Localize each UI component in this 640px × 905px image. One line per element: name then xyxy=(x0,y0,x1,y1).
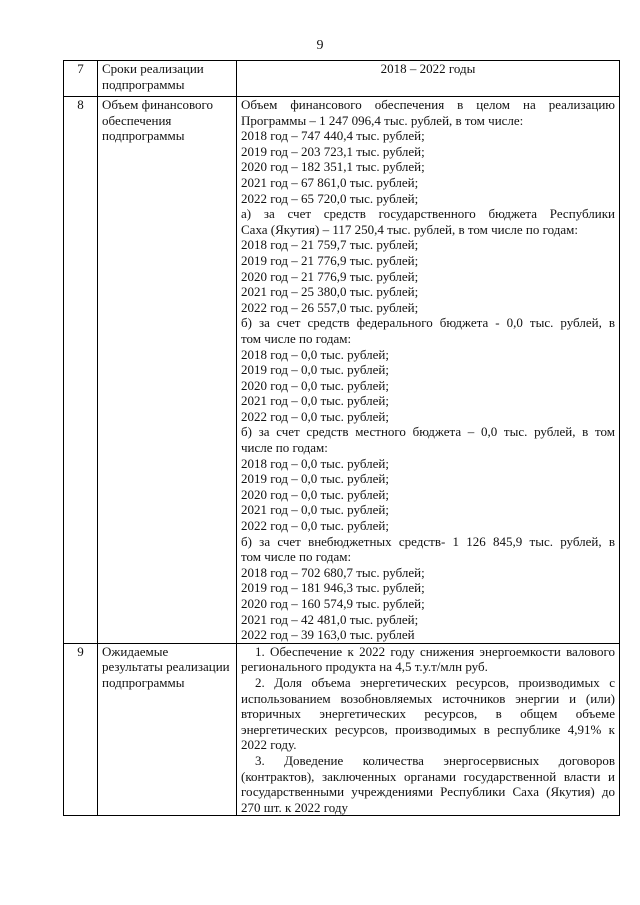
funding-line: б) за счет внебюджетных средств- 1 126 845,9 тыс. рублей, в xyxy=(241,533,615,549)
funding-line: 2020 год – 0,0 тыс. рублей; xyxy=(241,377,389,393)
page-number: 9 xyxy=(316,38,324,53)
funding-line: 2020 год – 182 351,1 тыс. рублей; xyxy=(241,159,425,175)
result-item: 2. Доля объема энергетических ресурсов, производимых с использованием возобновляемых источников энергии и (или) вторичных энергетических ресурсов, в общем объеме энергетических ресурсов, производимых в республике 4,91% к 2022 году. xyxy=(241,674,615,753)
funding-line: 2020 год – 0,0 тыс. рублей; xyxy=(241,486,389,502)
row-number: 8 xyxy=(64,97,98,644)
funding-line: 2019 год – 0,0 тыс. рублей; xyxy=(241,362,389,378)
funding-line: 2019 год – 21 776,9 тыс. рублей; xyxy=(241,252,419,268)
funding-line: 2018 год – 747 440,4 тыс. рублей; xyxy=(241,128,425,144)
funding-line: 2022 год – 0,0 тыс. рублей; xyxy=(241,518,389,534)
funding-line: 2020 год – 160 574,9 тыс. рублей; xyxy=(241,596,425,611)
result-item: 1. Обеспечение к 2022 году снижения энергоемкости валового регионального продукта на 4,5 т.у.т/млн руб. xyxy=(241,643,615,675)
row-label-terms: Сроки реализации подпрограммы xyxy=(98,61,237,97)
funding-line: 2021 год – 25 380,0 тыс. рублей; xyxy=(241,284,419,300)
row-value-terms: 2018 – 2022 годы xyxy=(237,61,620,97)
row-number: 7 xyxy=(64,61,98,97)
funding-line: 2020 год – 21 776,9 тыс. рублей; xyxy=(241,268,419,284)
funding-line: 2018 год – 0,0 тыс. рублей; xyxy=(241,346,389,362)
funding-line: том числе по годам: xyxy=(241,549,352,565)
funding-line: Объем финансового обеспечения в целом на реализацию xyxy=(241,97,615,112)
funding-line: а) за счет средств государственного бюджета Республики xyxy=(241,206,615,222)
funding-line: 2022 год – 65 720,0 тыс. рублей; xyxy=(241,190,419,206)
row-value-results xyxy=(237,643,620,816)
funding-line: 2021 год – 0,0 тыс. рублей; xyxy=(241,393,389,409)
funding-line: Саха (Якутия) – 117 250,4 тыс. рублей, в том числе по годам: xyxy=(241,221,578,237)
program-passport-table xyxy=(63,60,620,816)
funding-line: 2018 год – 702 680,7 тыс. рублей; xyxy=(241,564,425,580)
funding-line: 2019 год – 203 723,1 тыс. рублей; xyxy=(241,143,425,159)
funding-line: 2021 год – 67 861,0 тыс. рублей; xyxy=(241,174,419,190)
row-number: 9 xyxy=(64,643,98,816)
funding-line: 2022 год – 0,0 тыс. рублей; xyxy=(241,408,389,424)
funding-line: числе по годам: xyxy=(241,440,328,456)
table-row xyxy=(64,643,620,816)
funding-line: 2019 год – 0,0 тыс. рублей; xyxy=(241,471,389,487)
funding-line: 2018 год – 21 759,7 тыс. рублей; xyxy=(241,237,419,253)
funding-line: том числе по годам: xyxy=(241,330,352,346)
table-row xyxy=(64,97,620,644)
funding-line: 2019 год – 181 946,3 тыс. рублей; xyxy=(241,580,425,596)
funding-line: 2021 год – 42 481,0 тыс. рублей; xyxy=(241,611,419,627)
funding-line: 2022 год – 39 163,0 тыс. рублей xyxy=(241,627,415,643)
table-row xyxy=(64,61,620,97)
row-label-results: Ожидаемые результаты реализации подпрограммы xyxy=(98,643,237,816)
result-item: 3. Доведение количества энергосервисных договоров (контрактов), заключенных органами государственной власти и государственными учреждениями Республики Саха (Якутия) до 270 шт. к 2022 году xyxy=(241,752,615,815)
funding-line: 2021 год – 0,0 тыс. рублей; xyxy=(241,502,389,518)
row-value-funding xyxy=(237,97,620,644)
funding-line: б) за счет средств федерального бюджета - 0,0 тыс. рублей, в xyxy=(241,315,615,331)
funding-line: 2022 год – 26 557,0 тыс. рублей; xyxy=(241,299,419,315)
funding-line: Программы – 1 247 096,4 тыс. рублей, в том числе: xyxy=(241,112,524,128)
row-label-funding: Объем финансового обеспечения подпрограммы xyxy=(98,97,237,644)
funding-line: б) за счет средств местного бюджета – 0,0 тыс. рублей, в том xyxy=(241,424,615,440)
funding-line: 2018 год – 0,0 тыс. рублей; xyxy=(241,455,389,471)
